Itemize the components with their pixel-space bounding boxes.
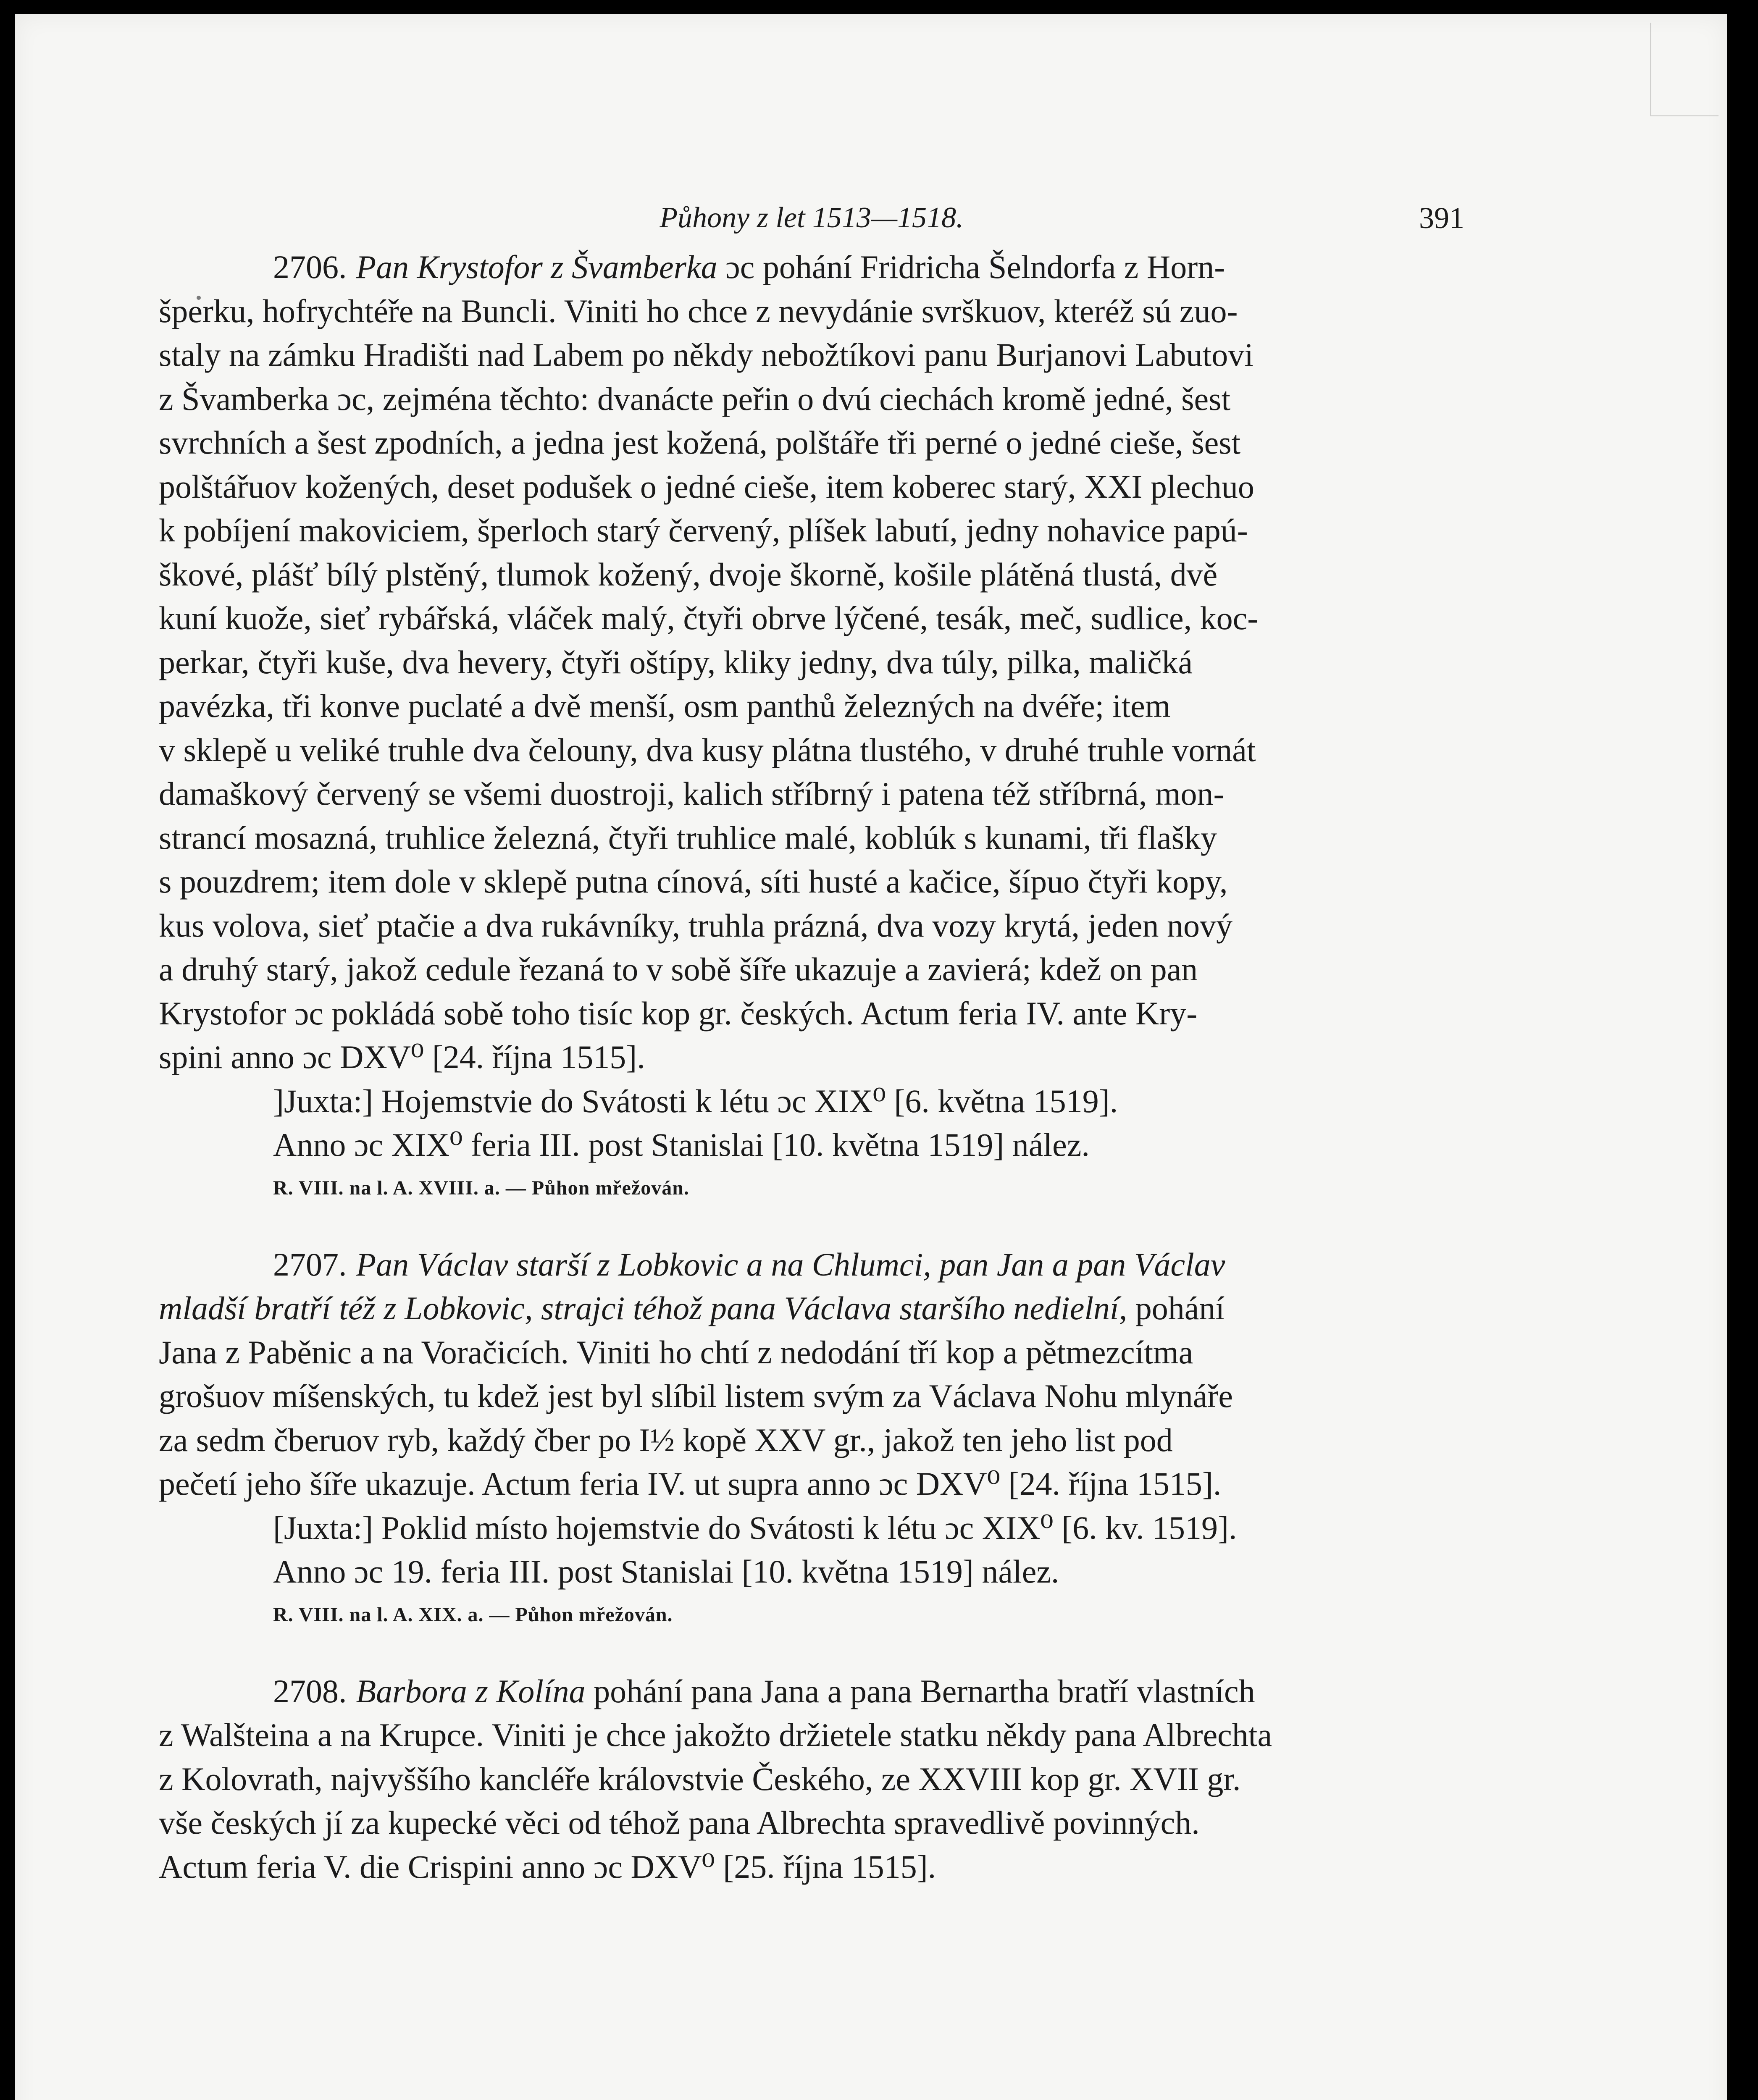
entry-line: škové, plášť bílý plstěný, tlumok kožený, dvoje škorně, košile plátěná tlustá, dvě [159, 556, 1218, 593]
entry-line: šperku, hofrychtéře na Buncli. Viniti ho chce z nevydánie svrškuov, kteréž sú zuo- [159, 292, 1238, 329]
finding-note: Anno ɔc XIX⁰ feria III. post Stanislai [10. května 1519] nález. [273, 1126, 1090, 1163]
entry-line: pavézka, tři konve puclaté a dvě menší, osm panthů železných na dvéře; item [159, 688, 1171, 724]
running-head [159, 191, 1464, 245]
archive-reference: R. VIII. na l. A. XIX. a. — Půhon mřežován. [273, 1603, 673, 1626]
entry-line: svrchních a šest zpodních, a jedna jest kožená, polštáře tři perné o jedné cieše, šest [159, 424, 1241, 461]
entry-text: pohání [1127, 1290, 1225, 1326]
book-page [15, 14, 1727, 2100]
entry-line: damaškový červený se všemi duostroji, kalich stříbrný i patena též stříbrná, mon- [159, 775, 1225, 812]
entry-line: z Kolovrath, najvyššího kancléře královstvie Českého, ze XXVIII kop gr. XVII gr. [159, 1760, 1241, 1797]
page-edge-marks [1650, 23, 1719, 116]
juxta-note: [Juxta:] Poklid místo hojemstvie do Svátosti k létu ɔc XIX⁰ [6. kv. 1519]. [273, 1509, 1237, 1546]
entry-line: Krystofor ɔc pokládá sobě toho tisíc kop gr. českých. Actum feria IV. ante Kry- [159, 995, 1198, 1032]
entry-line [159, 1243, 1464, 1287]
entry-line: kus volova, sieť ptačie a dva rukávníky, truhla prázná, dva vozy krytá, jeden nový [159, 907, 1232, 944]
entry-line [159, 1670, 1464, 1714]
finding-note: Anno ɔc 19. feria III. post Stanislai [10. května 1519] nález. [273, 1553, 1059, 1590]
juxta-note: ]Juxta:] Hojemstvie do Svátosti k létu ɔc XIX⁰ [6. května 1519]. [273, 1082, 1118, 1119]
entry-line: k pobíjení makoviciem, šperloch starý červený, plíšek labutí, jedny nohavice papú- [159, 512, 1248, 549]
entry-party: mladší bratří též z Lobkovic, strajci téhož pana Václava staršího nedielní, [159, 1290, 1127, 1326]
entry-line [159, 1286, 1464, 1331]
entry-number: 2708. [273, 1672, 347, 1709]
entry-line: Actum feria V. die Crispini anno ɔc DXV⁰ [25. října 1515]. [159, 1848, 936, 1885]
entry-party: Barbora z Kolína [356, 1672, 586, 1709]
entry-line: a druhý starý, jakož cedule řezaná to v sobě šíře ukazuje a zavierá; kdež on pan [159, 951, 1198, 987]
entry-party: Pan Václav starší z Lobkovic a na Chlumci, pan Jan a pan Václav [356, 1246, 1225, 1283]
entry-2707 [159, 1243, 1464, 1636]
page-number: 391 [1419, 201, 1464, 235]
archive-reference: R. VIII. na l. A. XVIII. a. — Půhon mřežován. [273, 1176, 689, 1199]
entry-line: pečetí jeho šíře ukazuje. Actum feria IV. ut supra anno ɔc DXV⁰ [24. října 1515]. [159, 1465, 1222, 1502]
entry-2708 [159, 1670, 1464, 1889]
entry-line [159, 245, 1464, 289]
entry-line: z Švamberka ɔc, zejména těchto: dvanácte peřin o dvú ciechách kromě jedné, šest [159, 380, 1231, 417]
entry-line: spini anno ɔc DXV⁰ [24. října 1515]. [159, 1039, 645, 1075]
entry-text: ɔc pohání Fridricha Šelndorfa z Horn- [717, 249, 1225, 285]
entry-line: polštářuov kožených, deset podušek o jedné cieše, item koberec starý, XXI plechuo [159, 468, 1254, 505]
entry-line: z Walšteina a na Krupce. Viniti je chce jakožto držietele statku někdy pana Albrechta [159, 1717, 1272, 1753]
entry-line: perkar, čtyři kuše, dva hevery, čtyři oštípy, kliky jedny, dva túly, pilka, maličká [159, 643, 1193, 680]
entry-line: staly na zámku Hradišti nad Labem po někdy nebožtíkovi panu Burjanovi Labutovi [159, 336, 1253, 373]
entry-line: s pouzdrem; item dole v sklepě putna cínová, síti husté a kačice, šípuo čtyři kopy, [159, 863, 1228, 900]
entry-number: 2706. [273, 249, 347, 285]
entry-line: strancí mosazná, truhlice železná, čtyři truhlice malé, koblúk s kunami, tři flašky [159, 819, 1217, 856]
entry-line: za sedm čberuov ryb, každý čber po I½ kopě XXV gr., jakož ten jeho list pod [159, 1421, 1173, 1458]
entry-line: vše českých jí za kupecké věci od téhož pana Albrechta spravedlivě povinných. [159, 1804, 1200, 1841]
text-block [159, 191, 1464, 1889]
entry-text: pohání pana Jana a pana Bernartha bratří vlastních [585, 1672, 1255, 1709]
entry-2706 [159, 245, 1464, 1209]
entry-line: grošuov míšenských, tu kdež jest byl slíbil listem svým za Václava Nohu mlynáře [159, 1378, 1233, 1414]
entry-number: 2707. [273, 1246, 347, 1283]
entry-party: Pan Krystofor z Švamberka [356, 249, 717, 285]
entry-line: v sklepě u veliké truhle dva čelouny, dva kusy plátna tlustého, v druhé truhle vornát [159, 731, 1256, 768]
entry-line: kuní kuože, sieť rybářská, vláček malý, čtyři obrve lýčené, tesák, meč, sudlice, koc- [159, 600, 1259, 636]
entry-line: Jana z Paběnic a na Voračicích. Viniti ho chtí z nedodání tří kop a pětmezcítma [159, 1334, 1193, 1370]
running-title: Půhony z let 1513—1518. [660, 202, 964, 234]
